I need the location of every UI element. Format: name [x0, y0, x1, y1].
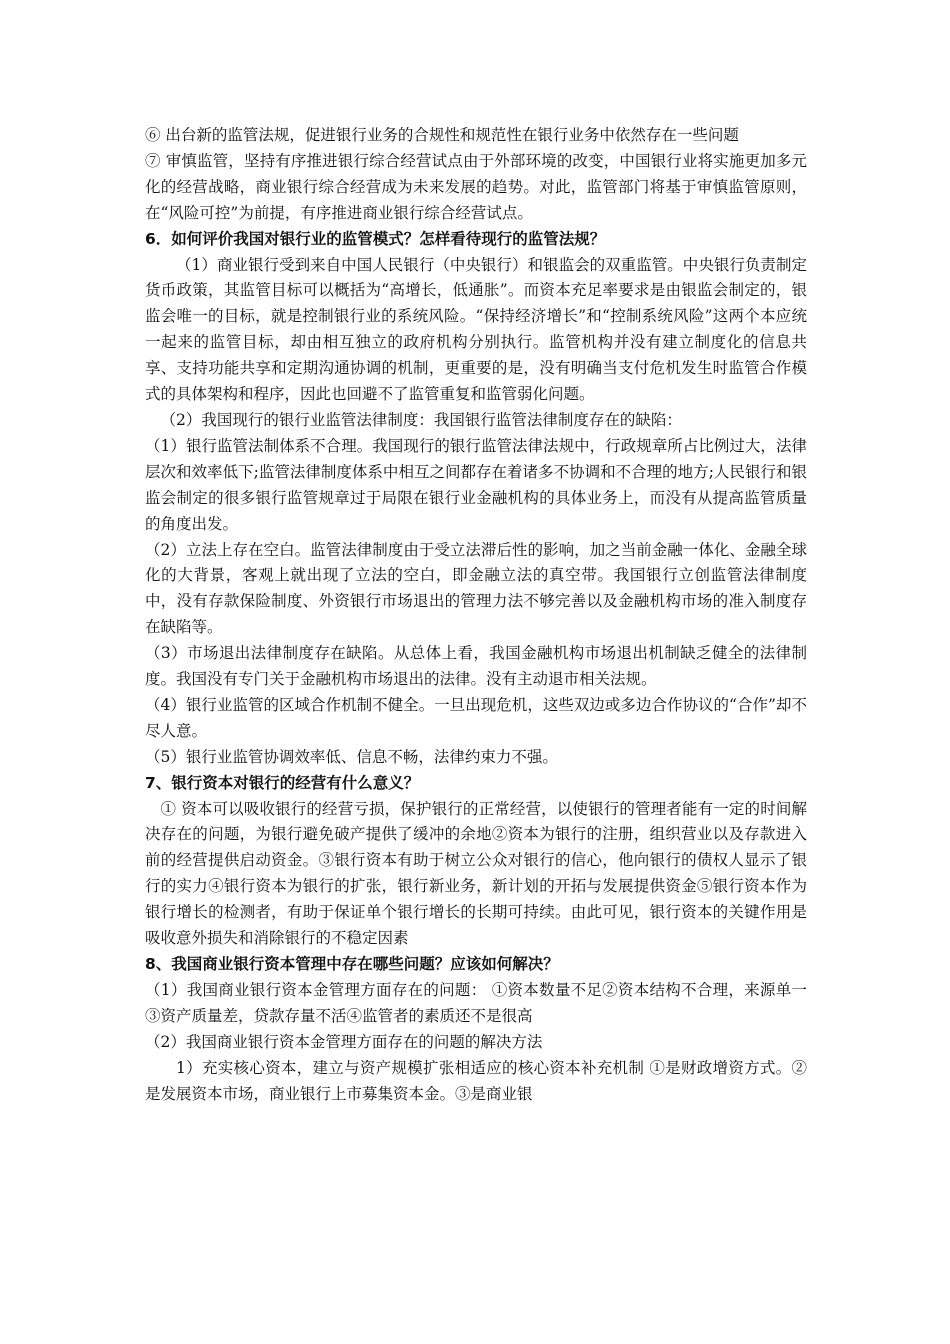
question-heading-8: 8、我国商业银行资本管理中存在哪些问题？应该如何解决？ [145, 955, 559, 973]
paragraph-item-6: ⑥ 出台新的监管法规，促进银行业务的合规性和规范性在银行业务中依然存在一些问题 [145, 126, 739, 144]
paragraph-defect-3: （3）市场退出法律制度存在缺陷。从总体上看，我国金融机构市场退出机制缺乏健全的法律制度。我国没有专门关于金融机构市场退出的法律。没有主动退市相关法规。 [145, 644, 807, 689]
paragraph-defect-2: （2）立法上存在空白。监管法律制度由于受立法滞后性的影响，加之当前金融一体化、金融全球化的大背景，客观上就出现了立法的空白，即金融立法的真空带。我国银行立创监管法律制度中，没有存款保险制度、外资银行市场退出的管理力法不够完善以及金融机构市场的准入制度存在缺陷等。 [145, 540, 807, 637]
paragraph-defect-1: （1）银行监管法制体系不合理。我国现行的银行监管法律法规中，行政规章所占比例过大，法律层次和效率低下;监管法律制度体系中相互之间都存在着诸多不协调和不合理的地方;人民银行和银监会制定的很多银行监管规章过于局限在银行业金融机构的具体业务上，而没有从提高监管质量的角度出发。 [145, 436, 807, 533]
paragraph-dual-supervision: （1）商业银行受到来自中国人民银行（中央银行）和银监会的双重监管。中央银行负责制定货币政策，其监管目标可以概括为“高增长，低通胀”。而资本充足率要求是由银监会制定的，银监会唯一的目标，就是控制银行业的系统风险。“保持经济增长”和“控制系统风险”这两个本应统一起来的监管目标，却由相互独立的政府机构分别执行。监管机构并没有建立制度化的信息共享、支持功能共享和定期沟通协调的机制，更重要的是，没有明确当支付危机发生时监管合作模式的具体架构和程序，因此也回避不了监管重复和监管弱化问题。 [145, 255, 807, 404]
paragraph-core-capital: 1）充实核心资本，建立与资产规模扩张相适应的核心资本补充机制 ①是财政增资方式。②是发展资本市场，商业银行上市募集资本金。③是商业银 [145, 1058, 807, 1103]
question-heading-6: 6．如何评价我国对银行业的监管模式？怎样看待现行的监管法规？ [145, 229, 606, 248]
paragraph-defect-5: （5）银行业监管协调效率低、信息不畅，法律约束力不强。 [145, 747, 558, 766]
paragraph-capital-problems: （1）我国商业银行资本金管理方面存在的问题： ①资本数量不足②资本结构不合理，来源单一③资产质量差，贷款存量不活④监管者的素质还不是很高 [145, 980, 807, 1025]
paragraph-capital-significance: ① 资本可以吸收银行的经营亏损，保护银行的正常经营，以使银行的管理者能有一定的时间解决存在的问题，为银行避免破产提供了缓冲的余地②资本为银行的注册，组织营业以及存款进入前的经营提供启动资金。③银行资本有助于树立公众对银行的信心，他向银行的债权人显示了银行的实力④银行资本为银行的扩张，银行新业务，新计划的开拓与发展提供资金⑤银行资本作为银行增长的检测者，有助于保证单个银行增长的长期可持续。由此可见，银行资本的关键作用是吸收意外损失和消除银行的不稳定因素 [145, 799, 807, 948]
question-heading-7: 7、银行资本对银行的经营有什么意义？ [145, 773, 420, 792]
paragraph-defect-4: （4）银行业监管的区域合作机制不健全。一旦出现危机，这些双边或多边合作协议的“合作”却不尽人意。 [145, 695, 807, 740]
paragraph-legal-system-intro: （2）我国现行的银行业监管法律制度：我国银行监管法律制度存在的缺陷： [160, 410, 682, 429]
document-page [145, 123, 807, 1107]
paragraph-capital-solutions-title: （2）我国商业银行资本金管理方面存在的问题的解决方法 [145, 1032, 543, 1051]
paragraph-item-7: ⑦ 审慎监管，坚持有序推进银行综合经营试点由于外部环境的改变，中国银行业将实施更加多元化的经营战略，商业银行综合经营成为未来发展的趋势。对此，监管部门将基于审慎监管原则，在“风险可控”为前提，有序推进商业银行综合经营试点。 [145, 151, 807, 222]
